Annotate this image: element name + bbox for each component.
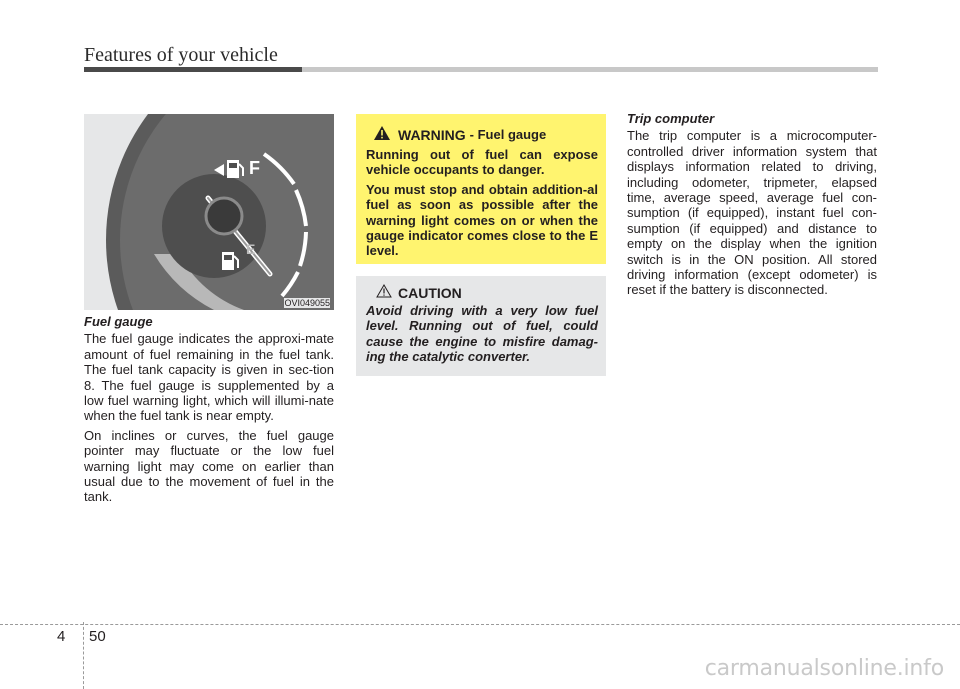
fuel-gauge-section: [84, 314, 334, 509]
fuel-gauge-illustration: [84, 114, 334, 310]
caution-triangle-icon: [376, 284, 392, 301]
figure-code: OVI049055: [284, 298, 330, 308]
paragraph: On inclines or curves, the fuel gauge pointer may fluctuate or the low fuel warning light may come on earlier than usual due to the movement of fuel in the tank.: [84, 427, 334, 505]
chapter-number: 4: [57, 628, 66, 645]
warning-box: [356, 114, 606, 264]
paragraph: The trip computer is a microcomputer-controlled driver information system that displays information related to driving, including odometer, tripmeter, elapsed time, average speed, average fuel con-sumption (if equipped), instant fuel con-sumption (if equipped) and distance to empty on the display when the ignition switch is in the ON position. All stored driving information (except odometer) is reset if the battery is disconnected.: [627, 128, 877, 298]
footer-rule: [0, 624, 960, 625]
warning-triangle-icon: [374, 126, 390, 143]
page-header-title: Features of your vehicle: [84, 44, 278, 66]
watermark: carmanualsonline.info: [704, 656, 944, 681]
caution-box: [356, 276, 606, 376]
trip-computer-section: [627, 111, 877, 302]
header-rule-accent: [84, 67, 302, 72]
warning-paragraph: You must stop and obtain addition-al fuel as soon as possible after the warning light comes on or when the gauge indicator comes close to the E level.: [366, 181, 598, 259]
warning-topic: - Fuel gauge: [469, 127, 547, 142]
paragraph: The fuel gauge indicates the approxi-mate amount of fuel remaining in the fuel tank. The fuel tank capacity is given in sec-tion 8. The fuel gauge is supplemented by a low fuel warning light, which will illumi-nate when the fuel tank is near empty.: [84, 331, 334, 424]
warning-label: WARNING: [398, 126, 466, 143]
section-heading-trip-computer: Trip computer: [627, 111, 715, 126]
footer-divider: [83, 622, 84, 689]
caution-label: CAUTION: [398, 284, 462, 301]
caution-text: Avoid driving with a very low fuel level. Running out of fuel, could cause the engine to misfire damag-ing the catalytic converter.: [366, 303, 598, 365]
warning-title: [366, 126, 598, 143]
page-number: 50: [89, 628, 106, 645]
fuel-gauge-figure: [84, 114, 334, 310]
warning-paragraph: Running out of fuel can expose vehicle occupants to danger.: [366, 147, 598, 178]
section-heading-fuel-gauge: Fuel gauge: [84, 314, 153, 329]
gauge-full-mark: F: [249, 158, 260, 178]
gauge-needle-hub: [206, 198, 242, 234]
gauge-empty-mark: E: [246, 241, 256, 257]
header-rule: [84, 67, 878, 72]
caution-title: [366, 284, 598, 301]
